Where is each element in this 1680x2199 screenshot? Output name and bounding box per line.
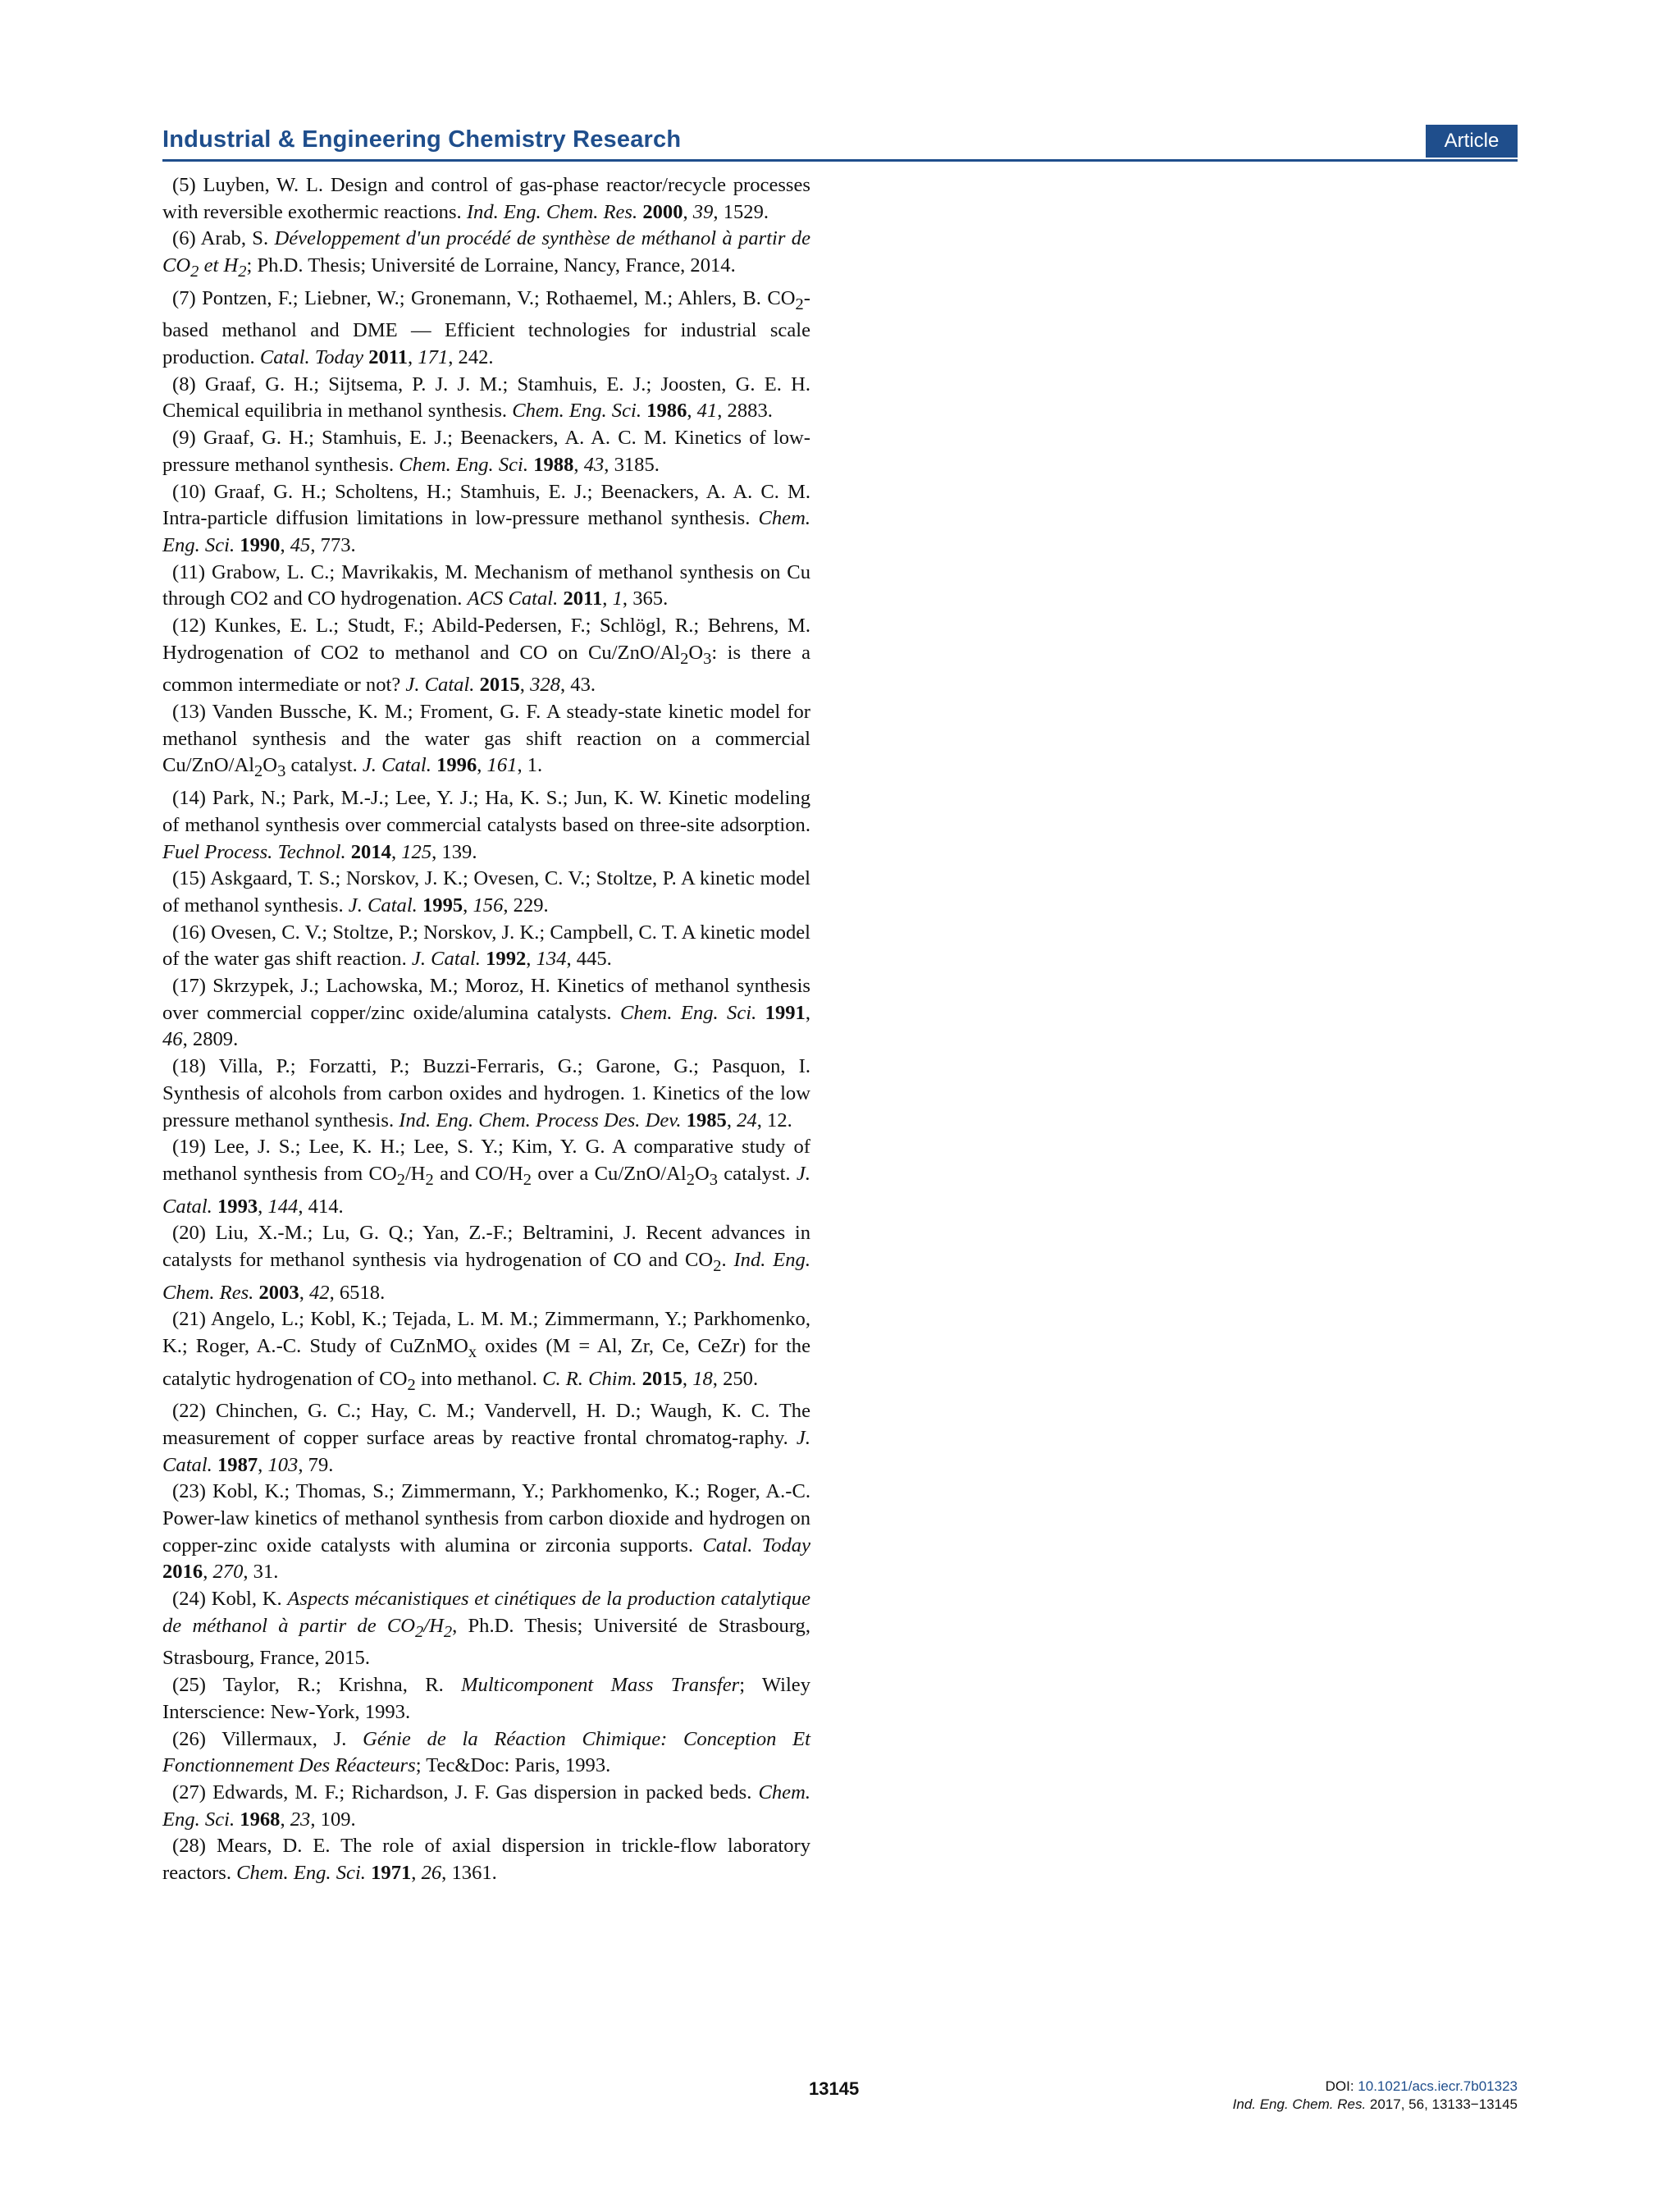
reference-text: 1991 <box>765 1001 806 1024</box>
reference-text: 134 <box>536 948 567 971</box>
reference-text: Vanden Bussche, K. M.; Froment, G. F. A steady-state kinetic model for methanol synthesis and the water gas shift reaction on a commercial Cu/ZnO/Al <box>162 701 810 777</box>
reference-text: 2 <box>523 1170 532 1189</box>
reference-text: , 1361. <box>441 1862 497 1885</box>
reference-text: 39 <box>692 200 714 223</box>
reference-number: (27) <box>172 1781 206 1804</box>
reference-item <box>162 226 810 285</box>
doi-link[interactable]: 10.1021/acs.iecr.7b01323 <box>1358 2078 1518 2094</box>
reference-text: 18 <box>692 1367 713 1390</box>
reference-text: Chinchen, G. C.; Hay, C. M.; Vandervell, H. D.; Waugh, K. C. The measurement of copper surface areas by reactive frontal chromatog-raphy. <box>162 1400 810 1449</box>
reference-text: Taylor, R.; Krishna, R. <box>205 1674 462 1697</box>
reference-number: (24) <box>172 1588 206 1611</box>
reference-text: , 250. <box>712 1367 759 1390</box>
reference-item <box>162 1306 810 1398</box>
reference-text: , <box>805 1001 810 1024</box>
reference-text: 1995 <box>422 894 463 917</box>
citation-line <box>1233 2096 1518 2114</box>
reference-text: 2015 <box>479 674 520 697</box>
reference-text: , 31. <box>243 1561 279 1584</box>
reference-text: Askgaard, T. S.; Norskov, J. K.; Ovesen, C. V.; Stoltze, P. A kinetic model of methanol synthesis. <box>162 867 810 917</box>
reference-text: J. Catal. <box>411 948 481 971</box>
reference-text: Kunkes, E. L.; Studt, F.; Abild-Pedersen, F.; Schlögl, R.; Behrens, M. Hydrogenation of CO2 to methanol and CO on Cu/ZnO/Al <box>162 615 810 664</box>
reference-text: Génie de la Réaction Chimique: Conception Et Fonctionnement Des Réacteurs <box>162 1727 810 1777</box>
reference-text: Aspects mécanistiques et cinétiques de la production catalytique de méthanol à partir de CO <box>162 1588 810 1637</box>
reference-text: ACS Catal. <box>467 587 559 610</box>
reference-text: Multicomponent Mass Transfer <box>461 1674 740 1697</box>
reference-text: Mears, D. E. The role of axial dispersion in trickle-flow laboratory reactors. <box>162 1835 810 1885</box>
reference-text: , <box>477 754 487 777</box>
reference-text: Luyben, W. L. Design and control of gas-phase reactor/recycle processes with reversible exothermic reactions. <box>162 174 810 223</box>
reference-text: 2 <box>713 1256 722 1275</box>
reference-item <box>162 1726 810 1780</box>
reference-text: , <box>203 1561 213 1584</box>
reference-text: 46 <box>162 1028 183 1051</box>
reference-number: (10) <box>172 480 206 503</box>
reference-item <box>162 973 810 1054</box>
reference-text: 2011 <box>368 346 409 369</box>
reference-text: , 365. <box>622 587 669 610</box>
reference-text: Skrzypek, J.; Lachowska, M.; Moroz, H. Kinetics of methanol synthesis over commercial copper/zinc oxide/alumina catalysts. <box>162 975 810 1024</box>
reference-text: , <box>682 200 693 223</box>
reference-text: Catal. Today <box>259 346 364 369</box>
reference-text: , <box>390 840 402 863</box>
reference-number: (11) <box>172 560 206 583</box>
reference-text: Chem. Eng. Sci. <box>162 1781 810 1831</box>
reference-text: , 6518. <box>329 1281 386 1304</box>
reference-number: (22) <box>172 1400 206 1423</box>
reference-item <box>162 1220 810 1306</box>
reference-text: , <box>280 533 290 556</box>
reference-text: ; Ph.D. Thesis; Université de Lorraine, Nancy, France, 2014. <box>246 254 736 277</box>
reference-text: 103 <box>267 1453 299 1476</box>
reference-text: 2 <box>686 1170 695 1189</box>
reference-text: , <box>258 1195 268 1218</box>
reference-text: ; Tec&Doc: Paris, 1993. <box>415 1754 611 1777</box>
reference-text: , <box>519 674 531 697</box>
reference-text: Catal. Today <box>702 1534 811 1557</box>
reference-text: Ind. Eng. Chem. Res. <box>162 1248 811 1304</box>
reference-item <box>162 372 810 425</box>
reference-text: , 79. <box>298 1453 334 1476</box>
reference-text: , 445. <box>566 948 612 971</box>
reference-text: Ind. Eng. Chem. Res. <box>466 200 638 223</box>
reference-item <box>162 866 810 919</box>
reference-item <box>162 613 810 699</box>
reference-text: O <box>688 641 704 664</box>
reference-text: 125 <box>401 840 432 863</box>
reference-text: 2011 <box>563 587 603 610</box>
reference-text: 42 <box>308 1281 330 1304</box>
reference-number: (25) <box>172 1674 206 1697</box>
reference-text: , <box>526 948 536 971</box>
reference-text: , <box>682 1367 693 1390</box>
reference-text: Chem. Eng. Sci. <box>512 400 642 423</box>
reference-text: 24 <box>737 1109 757 1132</box>
reference-text: 270 <box>212 1561 244 1584</box>
reference-text: Ovesen, C. V.; Stoltze, P.; Norskov, J. K.; Campbell, C. T. A kinetic model of the water gas shift reaction. <box>162 921 810 971</box>
reference-text: and CO/H <box>433 1162 523 1185</box>
reference-text: Villa, P.; Forzatti, P.; Buzzi-Ferraris, G.; Garone, G.; Pasquon, I. Synthesis of alcohols from carbon oxides and hydrogen. 1. Kinetics of the low pressure methanol synthesis. <box>162 1055 810 1132</box>
reference-text: 161 <box>486 754 518 777</box>
reference-text: , 2809. <box>182 1028 239 1051</box>
reference-text: 2003 <box>258 1281 299 1304</box>
reference-item <box>162 425 810 478</box>
reference-text: Développement d'un procédé de synthèse de méthanol à partir de CO <box>162 227 810 277</box>
reference-text: 1996 <box>436 754 477 777</box>
reference-text: 43 <box>583 453 605 476</box>
reference-text: , 773. <box>310 533 356 556</box>
reference-text: J. Catal. <box>162 1162 810 1218</box>
reference-text: over a Cu/ZnO/Al <box>532 1162 687 1185</box>
reference-text: , <box>463 894 473 917</box>
reference-item <box>162 1780 810 1833</box>
reference-text: catalyst. <box>285 754 363 777</box>
reference-text: Lee, J. S.; Lee, K. H.; Lee, S. Y.; Kim, Y. G. A comparative study of methanol synthesis from CO <box>162 1136 810 1185</box>
reference-number: (9) <box>172 427 196 450</box>
reference-text: 1971 <box>371 1862 412 1885</box>
reference-item <box>162 920 810 973</box>
reference-number: (14) <box>172 787 206 810</box>
journal-abbrev: Ind. Eng. Chem. Res. <box>1232 2096 1367 2112</box>
reference-text: , 242. <box>448 346 494 369</box>
reference-text: , <box>602 587 613 610</box>
reference-text: 1992 <box>486 948 527 971</box>
reference-text: Chem. Eng. Sci. <box>619 1001 757 1024</box>
reference-text: oxides (M = Al, Zr, Ce, CeZr) for the catalytic hydrogenation of CO <box>162 1334 810 1390</box>
reference-text: 2015 <box>641 1367 682 1390</box>
reference-text: 2 <box>190 263 199 281</box>
reference-text: Grabow, L. C.; Mavrikakis, M. Mechanism of methanol synthesis on Cu through CO2 and CO hydrogenation. <box>162 560 810 610</box>
reference-text: , 43. <box>559 674 596 697</box>
reference-item <box>162 560 810 613</box>
reference-text: Chem. Eng. Sci. <box>399 453 529 476</box>
reference-text: 3 <box>703 649 712 668</box>
reference-text: 3 <box>277 762 286 781</box>
reference-text: 1968 <box>240 1808 281 1831</box>
reference-text: 2 <box>425 1170 434 1189</box>
reference-text: Angelo, L.; Kobl, K.; Tejada, L. M. M.; Zimmermann, Y.; Parkhomenko, K.; Roger, A.-C. Study of CuZnMO <box>162 1308 810 1357</box>
reference-text: 45 <box>290 533 311 556</box>
reference-number: (19) <box>172 1136 206 1159</box>
reference-text: catalyst. <box>717 1162 797 1185</box>
reference-text: , <box>573 453 584 476</box>
reference-text: 26 <box>421 1862 442 1885</box>
reference-item <box>162 1672 810 1726</box>
reference-text: O <box>262 754 278 777</box>
reference-text: x <box>468 1342 477 1361</box>
reference-text: J. Catal. <box>162 1426 810 1476</box>
reference-item <box>162 286 810 372</box>
reference-number: (5) <box>172 174 196 196</box>
reference-text: 2 <box>680 649 689 668</box>
reference-item <box>162 1398 810 1479</box>
reference-number: (20) <box>172 1222 206 1245</box>
doi-block <box>1233 2078 1518 2114</box>
reference-text: /H <box>404 1162 426 1185</box>
reference-item <box>162 785 810 866</box>
reference-item <box>162 1833 810 1886</box>
reference-text: , <box>726 1109 737 1132</box>
reference-text: et H <box>199 254 239 277</box>
reference-text: 2014 <box>350 840 391 863</box>
reference-text: -based methanol and DME — Efficient technologies for industrial scale production. <box>162 286 810 369</box>
article-type-badge: Article <box>1426 125 1518 158</box>
reference-number: (8) <box>172 373 196 395</box>
reference-item <box>162 1134 810 1220</box>
reference-text: 41 <box>696 400 718 423</box>
reference-number: (26) <box>172 1727 206 1750</box>
reference-text: : is there a common intermediate or not? <box>162 641 810 697</box>
reference-text: Kobl, K.; Thomas, S.; Zimmermann, Y.; Parkhomenko, K.; Roger, A.-C. Power-law kinetics of methanol synthesis from carbon dioxide and hydrogen on copper-zinc oxide catalysts with alumina or zirconia supports. <box>162 1480 810 1557</box>
reference-text: Edwards, M. F.; Richardson, J. F. Gas dispersion in packed beds. <box>205 1781 759 1804</box>
reference-text: Ind. Eng. Chem. Process Des. Dev. <box>399 1109 682 1132</box>
reference-text: , 109. <box>310 1808 356 1831</box>
reference-text: J. Catal. <box>348 894 418 917</box>
references-list <box>162 172 810 1887</box>
reference-text: 1990 <box>240 533 281 556</box>
reference-text: 171 <box>418 346 449 369</box>
reference-text: 1993 <box>217 1195 258 1218</box>
reference-text: , 414. <box>298 1195 344 1218</box>
reference-text: 2 <box>407 1375 416 1394</box>
page-number: 13145 <box>809 2078 860 2099</box>
reference-text: ; Wiley Interscience: New-York, 1993. <box>162 1674 810 1723</box>
reference-text: J. Catal. <box>362 754 431 777</box>
reference-text: , <box>408 346 418 369</box>
reference-text: 1987 <box>217 1453 258 1476</box>
reference-text: Chem. Eng. Sci. <box>162 507 810 556</box>
reference-text: 2 <box>795 295 804 313</box>
reference-item <box>162 1054 810 1134</box>
reference-number: (13) <box>172 701 206 724</box>
reference-item <box>162 172 810 226</box>
reference-text: Kobl, K. <box>205 1588 288 1611</box>
reference-number: (6) <box>172 227 196 250</box>
reference-number: (18) <box>172 1055 206 1078</box>
reference-item <box>162 479 810 560</box>
reference-text: Villermaux, J. <box>205 1727 363 1750</box>
reference-text: Graaf, G. H.; Sijtsema, P. J. J. M.; Stamhuis, E. J.; Joosten, G. E. H. Chemical equilibria in methanol synthesis. <box>162 373 810 423</box>
reference-text: , <box>411 1862 422 1885</box>
reference-text: 1988 <box>533 453 574 476</box>
reference-item <box>162 1586 810 1672</box>
doi-label: DOI: <box>1325 2078 1358 2094</box>
reference-text: 144 <box>267 1195 299 1218</box>
journal-title: Industrial & Engineering Chemistry Research <box>162 126 682 153</box>
reference-text: 2 <box>415 1622 424 1641</box>
reference-text: Fuel Process. Technol. <box>162 840 346 863</box>
reference-number: (21) <box>172 1308 206 1331</box>
citation-info: 2017, 56, 13133−13145 <box>1366 2096 1518 2112</box>
reference-text: , 229. <box>503 894 549 917</box>
reference-text: 1985 <box>686 1109 727 1132</box>
reference-text: , Ph.D. Thesis; Université de Strasbourg, Strasbourg, France, 2015. <box>162 1614 811 1670</box>
reference-text: Arab, S. <box>195 227 275 250</box>
reference-text: J. Catal. <box>405 674 475 697</box>
reference-item <box>162 1479 810 1586</box>
reference-text: Graaf, G. H.; Stamhuis, E. J.; Beenackers, A. A. C. M. Kinetics of low-pressure methanol synthesis. <box>162 427 810 476</box>
page-header <box>162 123 1518 162</box>
reference-text: 2000 <box>642 200 683 223</box>
reference-text: . <box>721 1248 734 1271</box>
reference-text: Park, N.; Park, M.-J.; Lee, Y. J.; Ha, K. S.; Jun, K. W. Kinetic modeling of methanol synthesis over commercial catalysts based on three-site adsorption. <box>162 787 810 836</box>
reference-text: 1 <box>612 587 623 610</box>
reference-text: , <box>280 1808 290 1831</box>
reference-number: (23) <box>172 1480 206 1503</box>
reference-text: 23 <box>290 1808 311 1831</box>
reference-number: (17) <box>172 975 206 998</box>
reference-text: Pontzen, F.; Liebner, W.; Gronemann, V.; Rothaemel, M.; Ahlers, B. CO <box>195 286 796 309</box>
reference-number: (12) <box>172 615 206 638</box>
reference-text: , 139. <box>431 840 477 863</box>
reference-text: , 1. <box>517 754 543 777</box>
reference-text: 2 <box>238 263 247 281</box>
reference-text: 1986 <box>646 400 687 423</box>
reference-text: /H <box>423 1614 444 1637</box>
reference-number: (7) <box>172 286 196 309</box>
reference-text: , <box>299 1281 309 1304</box>
reference-number: (15) <box>172 867 206 890</box>
reference-text: Chem. Eng. Sci. <box>236 1862 366 1885</box>
reference-text: , 3185. <box>604 453 660 476</box>
reference-text: 328 <box>530 674 560 697</box>
reference-text: Graaf, G. H.; Scholtens, H.; Stamhuis, E. J.; Beenackers, A. A. C. M. Intra-particle diffusion limitations in low-pressure methanol synthesis. <box>162 480 810 530</box>
reference-text: 3 <box>709 1170 718 1189</box>
reference-text: C. R. Chim. <box>542 1367 637 1390</box>
reference-text: 2 <box>443 1622 453 1641</box>
reference-text: , 2883. <box>717 400 773 423</box>
reference-text: 156 <box>472 894 504 917</box>
reference-text: Liu, X.-M.; Lu, G. Q.; Yan, Z.-F.; Beltramini, J. Recent advances in catalysts for methanol synthesis via hydrogenation of CO and CO <box>162 1222 810 1271</box>
reference-item <box>162 699 810 785</box>
reference-text: , <box>258 1453 268 1476</box>
reference-text: into methanol. <box>415 1367 543 1390</box>
reference-text: 2016 <box>162 1561 203 1584</box>
reference-text <box>756 1002 765 1024</box>
reference-number: (16) <box>172 921 206 944</box>
reference-number: (28) <box>172 1835 206 1858</box>
reference-text: 2 <box>254 762 263 781</box>
reference-text: O <box>694 1162 710 1185</box>
doi-line <box>1233 2078 1518 2096</box>
reference-text: , <box>687 400 697 423</box>
reference-text: , 12. <box>756 1109 792 1132</box>
reference-text: 2 <box>396 1170 405 1189</box>
reference-text: , 1529. <box>713 200 769 223</box>
